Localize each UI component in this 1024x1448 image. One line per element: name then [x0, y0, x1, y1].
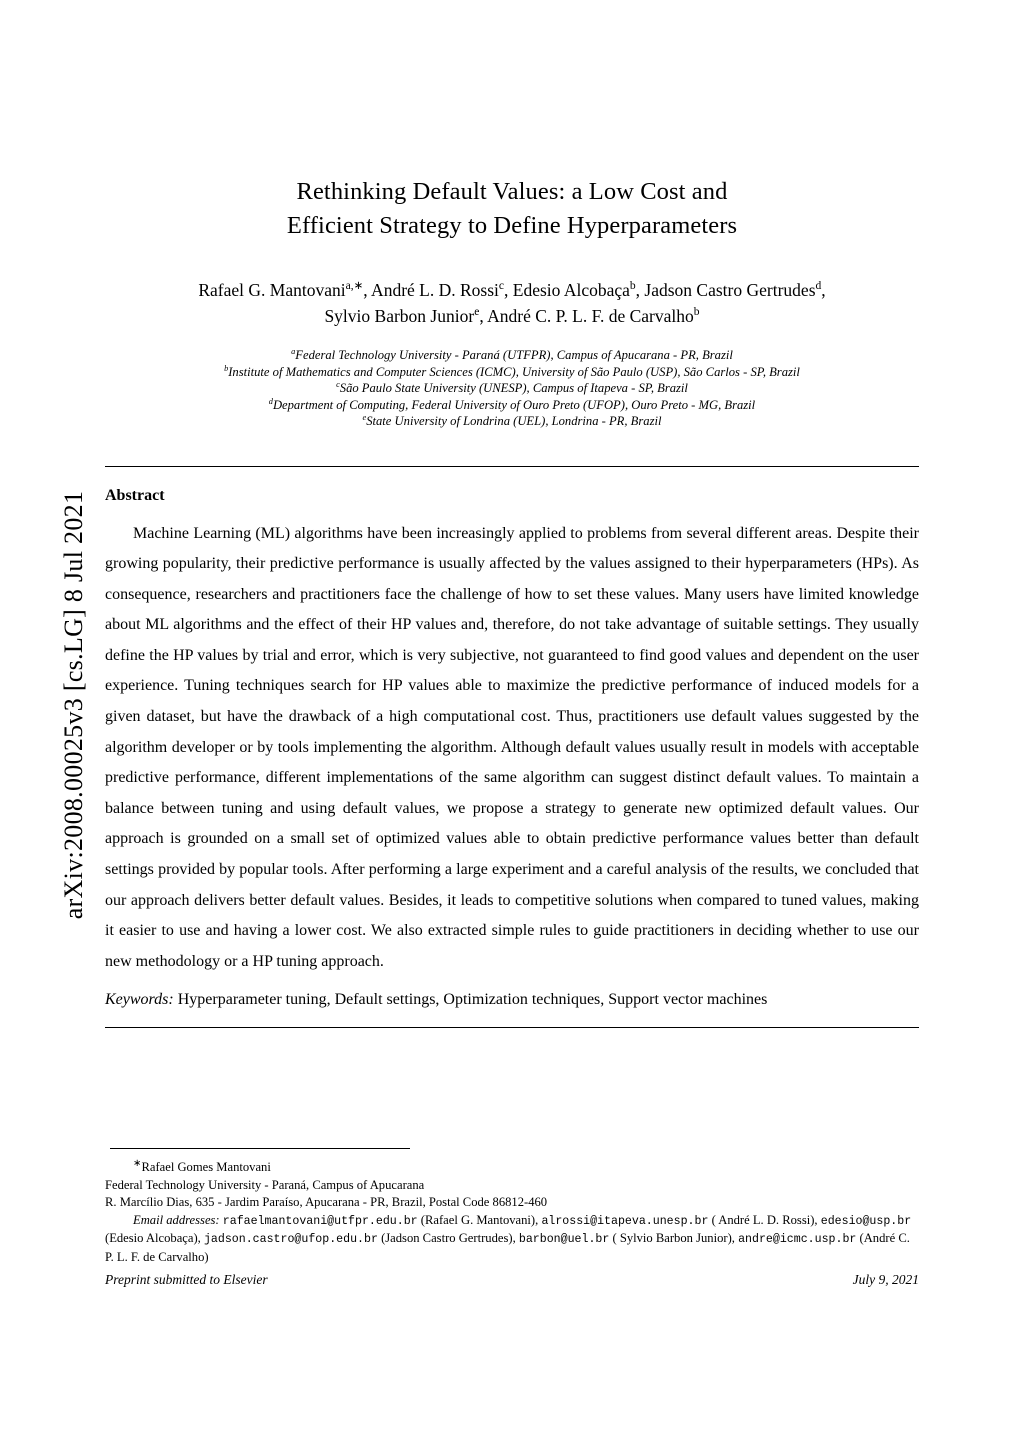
author-list	[105, 277, 919, 329]
abstract-bottom-divider	[105, 1027, 919, 1028]
footnote-star-mark: ∗	[133, 1158, 142, 1169]
page-footer	[105, 1272, 919, 1288]
affiliation-e	[105, 413, 919, 430]
footnote-area	[105, 1148, 919, 1266]
paper-page	[105, 0, 919, 1448]
affiliation-a	[105, 347, 919, 364]
email-link-4[interactable]: jadson.castro@ufop.edu.br	[203, 1233, 378, 1247]
affiliation-b	[105, 364, 919, 381]
page-title	[105, 175, 919, 243]
author-gertrudes-mark: d	[815, 280, 822, 293]
email-owner-6: (André C. P. L. F. de Carvalho)	[105, 1231, 910, 1264]
author-mantovani-marks: a,∗	[345, 280, 364, 293]
email-addresses-label: Email addresses:	[133, 1212, 220, 1227]
footnote-address-line-2: R. Marcílio Dias, 635 - Jardim Paraíso, Apucarana - PR, Brazil, Postal Code 86812-460	[105, 1195, 548, 1210]
footer-preprint-note: Preprint submitted to Elsevier	[105, 1272, 268, 1287]
author-line-2	[105, 303, 919, 329]
author-rossi-mark: c	[498, 280, 505, 293]
affiliation-b-mark: b	[224, 363, 229, 373]
affiliation-a-text: Federal Technology University - Paraná (UTFPR), Campus of Apucarana - PR, Brazil	[295, 348, 733, 362]
footnote-block	[105, 1155, 919, 1266]
title-line-1: Rethinking Default Values: a Low Cost and	[296, 178, 728, 205]
footnote-address-line-1: Federal Technology University - Paraná, Campus of Apucarana	[105, 1177, 425, 1192]
affiliation-b-text: Institute of Mathematics and Computer Sciences (ICMC), University of São Paulo (USP), São Carlos - SP, Brazil	[228, 364, 800, 379]
footnote-corresponding-author	[105, 1155, 919, 1177]
abstract-heading: Abstract	[105, 486, 165, 504]
email-link-3[interactable]: edesio@usp.br	[820, 1214, 912, 1228]
abstract-body: Machine Learning (ML) algorithms have been increasingly applied to problems from several different areas. Despite their growing popularity, their predictive performance is usually affected by the values assigned to their hyperparameters (HPs). As consequence, researchers and practitioners face the challenge of how to set these values. Many users have limited knowledge about ML algorithms and the effect of their HP values and, therefore, do not take advantage of suitable settings. They usually define the HP values by trial and error, which is very subjective, not guaranteed to find good values and dependent on the user experience. Tuning techniques search for HP values able to maximize the predictive performance of induced models for a given dataset, but have the drawback of a high computational cost. Thus, practitioners use default values suggested by the algorithm developer or by tools implementing the algorithm. Although default values usually result in models with acceptable predictive performance, different implementations of the same algorithm can suggest distinct default values. To maintain a balance between tuning and using default values, we propose a strategy to generate new optimized default values. Our approach is grounded on a small set of optimized values able to obtain predictive performance values better than default settings provided by popular tools. After performing a large experiment and a careful analysis of the results, we concluded that our approach delivers better default values. Besides, it leads to competitive solutions when compared to tuned values, making it easier to use and having a lower cost. We also extracted simple rules to guide practitioners in deciding whether to use our new methodology or a HP tuning approach.	[105, 524, 919, 970]
author-barbon: Sylvio Barbon Junior	[324, 306, 475, 326]
author-rossi: , André L. D. Rossi	[363, 280, 499, 300]
author-carvalho-mark: b	[693, 306, 700, 319]
footer-date: July 9, 2021	[852, 1272, 919, 1287]
affiliation-e-mark: e	[362, 412, 367, 422]
author-mantovani: Rafael G. Mantovani	[198, 280, 346, 300]
email-link-5[interactable]: barbon@uel.br	[518, 1233, 610, 1247]
author-barbon-mark: e	[474, 306, 480, 319]
author-alcobaca-mark: b	[629, 280, 636, 293]
email-owner-4: (Jadson Castro Gertrudes),	[381, 1231, 516, 1246]
author-carvalho: , André C. P. L. F. de Carvalho	[479, 306, 694, 326]
email-link-6[interactable]: andre@icmc.usp.br	[738, 1233, 857, 1247]
arxiv-identifier-stamp: arXiv:2008.00025v3 [cs.LG] 8 Jul 2021	[59, 490, 88, 920]
email-owner-1: (Rafael G. Mantovani),	[420, 1212, 539, 1227]
email-owner-3: (Edesio Alcobaça),	[105, 1231, 201, 1246]
email-link-2[interactable]: alrossi@itapeva.unesp.br	[541, 1214, 709, 1228]
title-line-2: Efficient Strategy to Define Hyperparameters	[286, 212, 738, 239]
keywords-line	[105, 987, 919, 1013]
email-owner-5: ( Sylvio Barbon Junior),	[612, 1231, 735, 1246]
affiliation-list	[105, 347, 919, 430]
footnote-star-name: Rafael Gomes Mantovani	[141, 1160, 271, 1175]
footnote-emails	[105, 1212, 919, 1267]
affiliation-c-mark: c	[336, 379, 340, 389]
author-alcobaca: , Edesio Alcobaça	[504, 280, 630, 300]
affiliation-d-text: Department of Computing, Federal University of Ouro Preto (UFOP), Ouro Preto - MG, Brazil	[272, 397, 756, 412]
abstract-top-divider	[105, 466, 919, 467]
affiliation-c-text: São Paulo State University (UNESP), Campus of Itapeva - SP, Brazil	[339, 381, 688, 395]
affiliation-a-mark: a	[291, 346, 296, 356]
affiliation-d-mark: d	[268, 396, 273, 406]
email-link-1[interactable]: rafaelmantovani@utfpr.edu.br	[222, 1214, 418, 1228]
author-gertrudes: , Jadson Castro Gertrudes	[635, 280, 816, 300]
affiliation-e-text: State University of Londrina (UEL), Londrina - PR, Brazil	[366, 414, 662, 428]
author-line-1-comma: ,	[821, 280, 826, 300]
affiliation-c	[105, 380, 919, 397]
email-owner-2: ( André L. D. Rossi),	[711, 1212, 818, 1227]
keywords-label: Keywords:	[105, 991, 174, 1009]
author-line-1	[105, 277, 919, 303]
keywords-value: Hyperparameter tuning, Default settings, Optimization techniques, Support vector machines	[177, 991, 768, 1009]
footnote-divider	[110, 1148, 410, 1149]
affiliation-d	[105, 397, 919, 414]
